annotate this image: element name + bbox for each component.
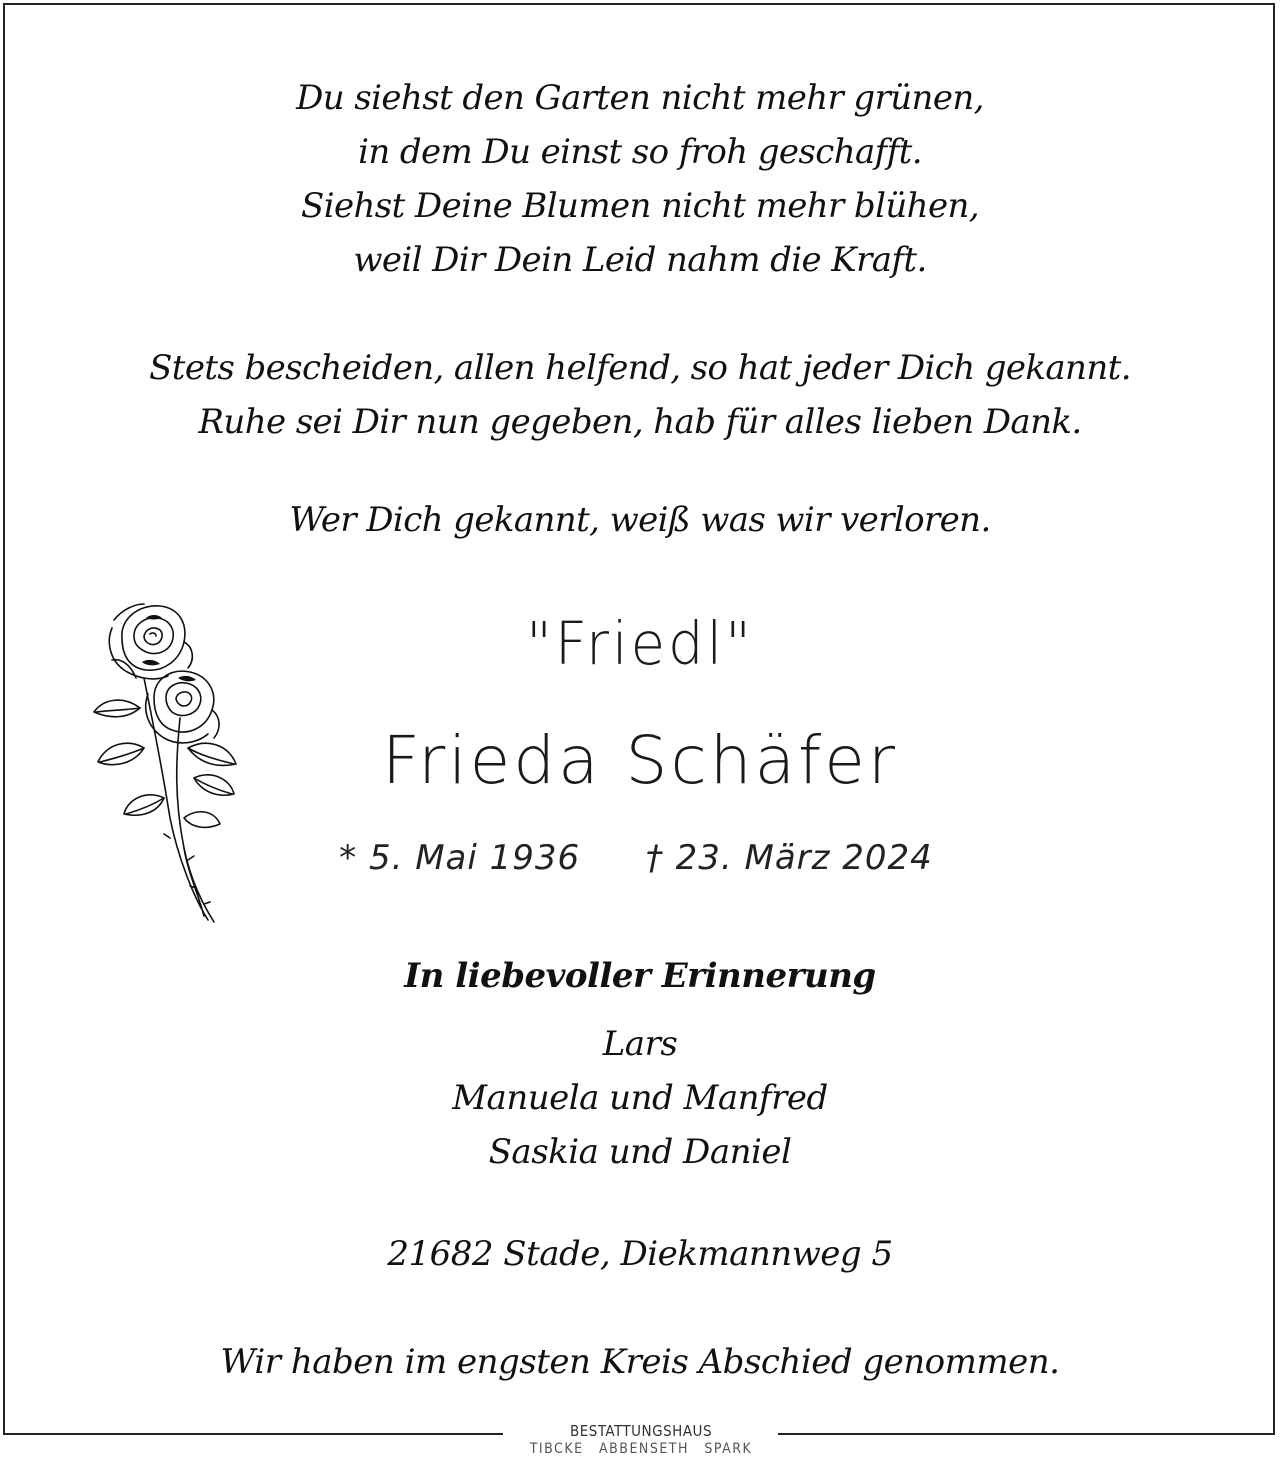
funeral-home-logo <box>505 1418 777 1468</box>
memory-heading: In liebevoller Erinnerung <box>404 956 876 996</box>
poem-line-3: Siehst Deine Blumen nicht mehr blühen, <box>301 186 979 226</box>
funeral-home-locations: TIBCKE ABBENSETH SPARK <box>529 1441 753 1457</box>
poem-line-4: weil Dir Dein Leid nahm die Kraft. <box>353 240 927 280</box>
poem-line-2: in dem Du einst so froh geschafft. <box>358 132 922 172</box>
death-date: † 23. März 2024 <box>645 838 933 878</box>
birth-date: * 5. Mai 1936 <box>339 838 581 878</box>
border-bottom-right <box>778 1433 1275 1435</box>
poem-line-5: Stets bescheiden, allen helfend, so hat jeder Dich gekannt. <box>149 348 1131 388</box>
border-bottom-left <box>3 1433 503 1435</box>
poem-line-1: Du siehst den Garten nicht mehr grünen, <box>296 78 984 118</box>
poem-line-6: Ruhe sei Dir nun gegeben, hab für alles lieben Dank. <box>198 402 1082 442</box>
deceased-name: Frieda Schäfer <box>382 722 898 799</box>
address: 21682 Stade, Diekmannweg 5 <box>387 1234 893 1274</box>
nickname: "Friedl" <box>526 610 754 679</box>
closing-line: Wir haben im engsten Kreis Abschied genommen. <box>220 1342 1060 1382</box>
funeral-home-title: BESTATTUNGSHAUS <box>569 1422 713 1440</box>
family-member-1: Lars <box>602 1024 678 1064</box>
family-member-3: Saskia und Daniel <box>488 1132 792 1172</box>
poem-line-7: Wer Dich gekannt, weiß was wir verloren. <box>289 500 991 540</box>
family-member-2: Manuela und Manfred <box>452 1078 828 1118</box>
life-dates <box>0 838 1276 878</box>
